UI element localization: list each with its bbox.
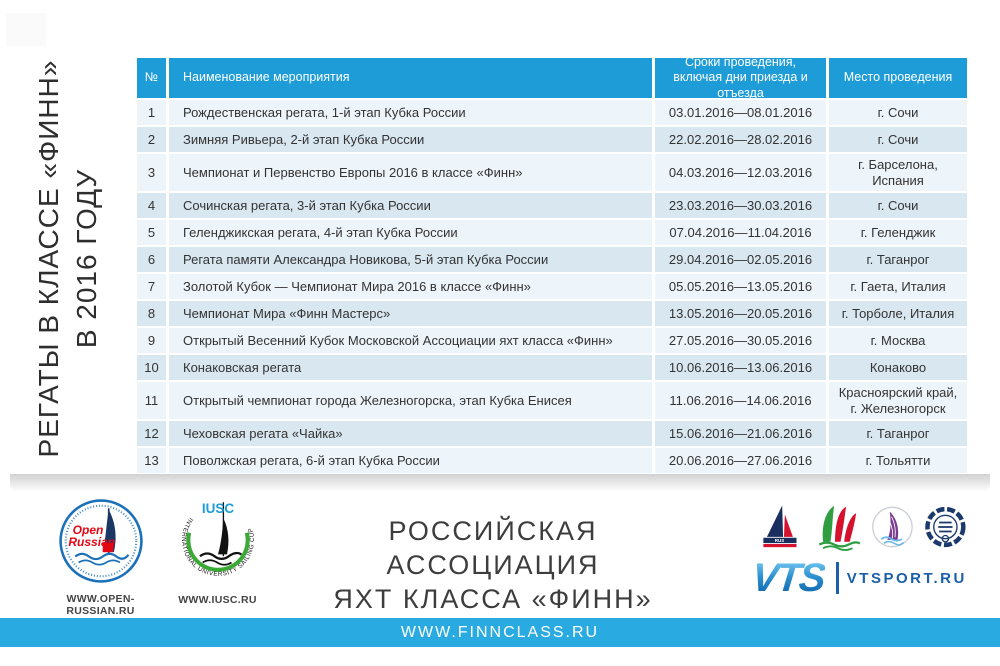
cell-place: г. Гаета, Италия bbox=[829, 274, 967, 299]
iusc-logo bbox=[173, 495, 263, 585]
cell-name: Сочинская регата, 3-й этап Кубка России bbox=[169, 193, 652, 218]
cell-name: Зимняя Ривьера, 2-й этап Кубка России bbox=[169, 127, 652, 152]
table-row bbox=[137, 247, 967, 272]
cell-dates: 10.06.2016—13.06.2016 bbox=[655, 355, 826, 380]
cell-num: 8 bbox=[137, 301, 166, 326]
open-russian-logo bbox=[58, 498, 144, 584]
cell-dates: 29.04.2016—02.05.2016 bbox=[655, 247, 826, 272]
cell-num: 2 bbox=[137, 127, 166, 152]
cell-place: г. Тольятти bbox=[829, 448, 967, 473]
table-row bbox=[137, 421, 967, 446]
cell-num: 10 bbox=[137, 355, 166, 380]
cell-dates: 03.01.2016—08.01.2016 bbox=[655, 100, 826, 125]
table-row bbox=[137, 355, 967, 380]
cell-place: г. Сочи bbox=[829, 127, 967, 152]
cell-place: г. Москва bbox=[829, 328, 967, 353]
table-row bbox=[137, 100, 967, 125]
open-russian-word2: Russian bbox=[67, 535, 115, 550]
cell-name: Конаковская регата bbox=[169, 355, 652, 380]
round-emblem-logo bbox=[923, 502, 968, 552]
cell-dates: 04.03.2016—12.03.2016 bbox=[655, 154, 826, 191]
partner-logos bbox=[758, 502, 968, 552]
regatta-sails-logo bbox=[812, 502, 863, 552]
cell-place: г. Таганрог bbox=[829, 247, 967, 272]
cell-dates: 07.04.2016—11.04.2016 bbox=[655, 220, 826, 245]
open-russian-word1: Open bbox=[72, 523, 103, 538]
association-title-line1: РОССИЙСКАЯ АССОЦИАЦИЯ bbox=[386, 516, 600, 580]
table-row bbox=[137, 220, 967, 245]
vertical-title bbox=[30, 56, 110, 461]
scan-artifact bbox=[6, 13, 46, 46]
vertical-title-line2: В 2016 ГОДУ bbox=[71, 168, 102, 349]
open-russian-url: WWW.OPEN-RUSSIAN.RU bbox=[66, 593, 135, 617]
cell-name: Геленджикская регата, 4-й этап Кубка России bbox=[169, 220, 652, 245]
table-row bbox=[137, 127, 967, 152]
cell-name: Чеховская регата «Чайка» bbox=[169, 421, 652, 446]
table-body bbox=[137, 100, 967, 473]
bottom-bar bbox=[0, 618, 1000, 647]
header-number: № bbox=[137, 58, 166, 98]
table-row bbox=[137, 328, 967, 353]
rus-label: RUS bbox=[774, 538, 785, 544]
cell-num: 6 bbox=[137, 247, 166, 272]
iusc-ring-text: INTERNATIONAL UNIVERSITY SAILING CUP bbox=[179, 515, 256, 579]
cell-dates: 22.02.2016—28.02.2016 bbox=[655, 127, 826, 152]
cell-num: 3 bbox=[137, 154, 166, 191]
header-place: Место проведения bbox=[829, 58, 967, 98]
cell-place: г. Сочи bbox=[829, 193, 967, 218]
header-dates: Сроки проведения, включая дни приезда и отъезда bbox=[655, 58, 826, 98]
table-row bbox=[137, 301, 967, 326]
purple-sail-logo bbox=[871, 502, 914, 552]
cell-place: г. Сочи bbox=[829, 100, 967, 125]
cell-dates: 11.06.2016—14.06.2016 bbox=[655, 382, 826, 419]
cell-dates: 27.05.2016—30.05.2016 bbox=[655, 328, 826, 353]
cell-place: г. Барселона, Испания bbox=[829, 154, 967, 191]
vts-divider bbox=[836, 562, 839, 594]
vertical-title-line1: РЕГАТЫ В КЛАССЕ «ФИНН» bbox=[33, 59, 64, 458]
table-row bbox=[137, 274, 967, 299]
iusc-logo-block bbox=[160, 495, 275, 606]
vtsport-url: VTSPORT.RU bbox=[846, 569, 967, 587]
association-title bbox=[288, 514, 698, 616]
cell-dates: 23.03.2016—30.03.2016 bbox=[655, 193, 826, 218]
cell-num: 13 bbox=[137, 448, 166, 473]
table-row bbox=[137, 193, 967, 218]
cell-place: г. Торболе, Италия bbox=[829, 301, 967, 326]
cell-num: 12 bbox=[137, 421, 166, 446]
table-row bbox=[137, 154, 967, 191]
table-row bbox=[137, 382, 967, 419]
cell-name: Золотой Кубок — Чемпионат Мира 2016 в классе «Финн» bbox=[169, 274, 652, 299]
cell-place: г. Таганрог bbox=[829, 421, 967, 446]
cell-place: г. Геленджик bbox=[829, 220, 967, 245]
vts-logo: VTS bbox=[749, 556, 827, 600]
cell-name: Регата памяти Александра Новикова, 5-й этап Кубка России bbox=[169, 247, 652, 272]
open-russian-logo-block bbox=[38, 498, 163, 617]
cell-num: 9 bbox=[137, 328, 166, 353]
cell-dates: 05.05.2016—13.05.2016 bbox=[655, 274, 826, 299]
cell-place: Красноярский край, г. Железногорск bbox=[829, 382, 967, 419]
finnclass-url: WWW.FINNCLASS.RU bbox=[400, 623, 600, 641]
cell-num: 1 bbox=[137, 100, 166, 125]
cell-name: Открытый Весенний Кубок Московской Ассоциации яхт класса «Финн» bbox=[169, 328, 652, 353]
header-event-name: Наименование мероприятия bbox=[169, 58, 652, 98]
cell-num: 4 bbox=[137, 193, 166, 218]
regatta-table bbox=[137, 54, 967, 473]
cell-place: Конаково bbox=[829, 355, 967, 380]
iusc-acronym: IUSC bbox=[201, 501, 234, 516]
rus-yachting-logo bbox=[758, 502, 803, 552]
iusc-url: WWW.IUSC.RU bbox=[178, 594, 257, 606]
cell-name: Рождественская регата, 1-й этап Кубка России bbox=[169, 100, 652, 125]
table-header-row bbox=[137, 54, 967, 100]
cell-num: 7 bbox=[137, 274, 166, 299]
table-row bbox=[137, 448, 967, 473]
cell-name: Чемпионат Мира «Финн Мастерс» bbox=[169, 301, 652, 326]
cell-name: Поволжская регата, 6-й этап Кубка России bbox=[169, 448, 652, 473]
cell-dates: 15.06.2016—21.06.2016 bbox=[655, 421, 826, 446]
association-title-line2: ЯХТ КЛАССА «ФИНН» bbox=[333, 584, 653, 614]
cell-dates: 13.05.2016—20.05.2016 bbox=[655, 301, 826, 326]
cell-name: Чемпионат и Первенство Европы 2016 в классе «Финн» bbox=[169, 154, 652, 191]
footer bbox=[0, 490, 1000, 615]
cell-num: 5 bbox=[137, 220, 166, 245]
cell-dates: 20.06.2016—27.06.2016 bbox=[655, 448, 826, 473]
vts-logo-block bbox=[749, 556, 967, 600]
cell-num: 11 bbox=[137, 382, 166, 419]
cell-name: Открытый чемпионат города Железногорска, этап Кубка Енисея bbox=[169, 382, 652, 419]
